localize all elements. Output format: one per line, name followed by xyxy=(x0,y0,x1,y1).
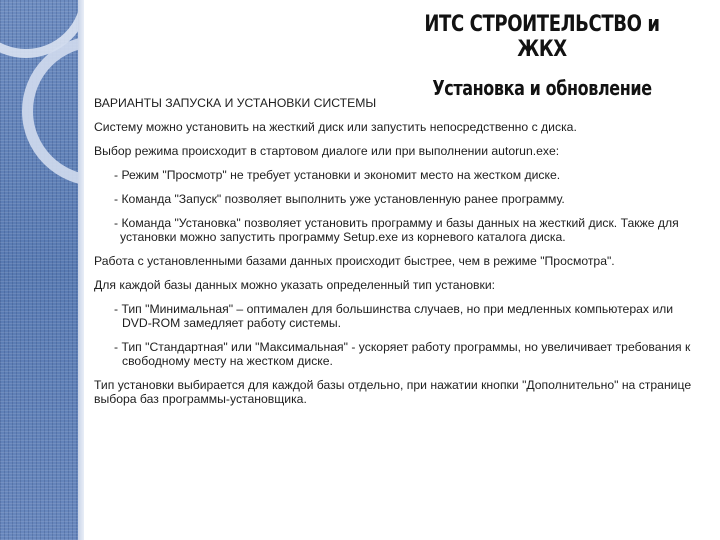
title-line-1: ИТС СТРОИТЕЛЬСТВО и ЖКХ xyxy=(424,12,660,62)
paragraph: Для каждой базы данных можно указать определенный тип установки: xyxy=(94,278,496,292)
title-line-2: Установка и обновление xyxy=(432,76,652,100)
paragraph: Выбор режима происходит в стартовом диалоге или при выполнении autorun.exe: xyxy=(94,144,560,158)
list-item: - Режим "Просмотр" не требует установки и экономит место на жестком диске. xyxy=(114,168,561,182)
section-heading: ВАРИАНТЫ ЗАПУСКА И УСТАНОВКИ СИСТЕМЫ xyxy=(94,96,377,110)
slide-title xyxy=(392,8,692,100)
paragraph: Работа с установленными базами данных происходит быстрее, чем в режиме "Просмотра". xyxy=(94,254,615,268)
list-item: - Тип "Минимальная" – оптимален для большинства случаев, но при медленных компьютерах или DVD-ROM замедляет работу системы. xyxy=(114,302,674,330)
paragraph: Тип установки выбирается для каждой базы отдельно, при нажатии кнопки "Дополнительно" на странице выбора баз программы-установщика. xyxy=(94,378,692,406)
decorative-ring xyxy=(22,36,78,186)
list-item: - Команда "Установка" позволяет установить программу и базы данных на жесткий диск. Также для установки можно запустить программу Setup.exe из корневого каталога диска. xyxy=(114,216,679,244)
list-item: - Тип "Стандартная" или "Максимальная" - ускоряет работу программы, но увеличивает требования к свободному месту на жестком диске. xyxy=(114,340,691,368)
list-item: - Команда "Запуск" позволяет выполнить уже установленную ранее программу. xyxy=(114,192,565,206)
side-divider xyxy=(78,0,84,540)
decorative-side-band xyxy=(0,0,78,540)
paragraph: Систему можно установить на жесткий диск или запустить непосредственно с диска. xyxy=(94,120,577,134)
slide-body xyxy=(94,96,694,416)
